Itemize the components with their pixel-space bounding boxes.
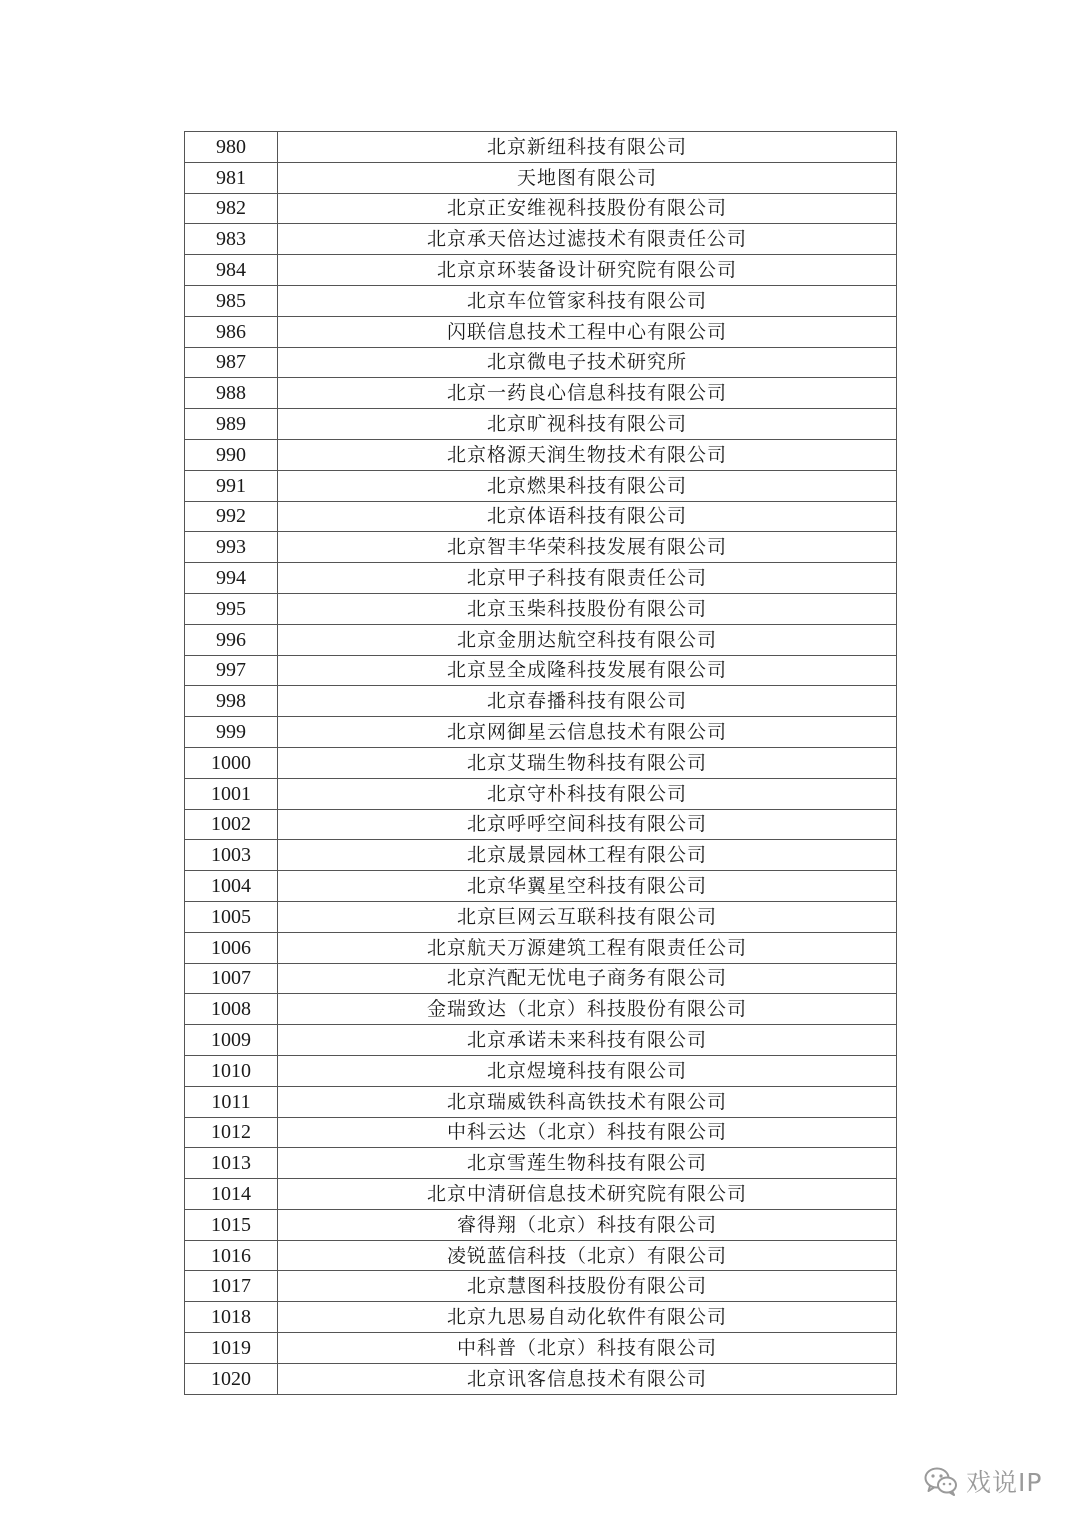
table-row bbox=[185, 563, 897, 594]
company-name: 北京承天倍达过滤技术有限责任公司 bbox=[278, 224, 897, 255]
company-name: 北京呼呼空间科技有限公司 bbox=[278, 809, 897, 840]
table-row bbox=[185, 901, 897, 932]
company-name: 北京瑞威铁科高铁技术有限公司 bbox=[278, 1086, 897, 1117]
table-row bbox=[185, 1333, 897, 1364]
row-number: 997 bbox=[185, 655, 278, 686]
table-row bbox=[185, 686, 897, 717]
row-number: 1009 bbox=[185, 1025, 278, 1056]
company-name: 北京京环装备设计研究院有限公司 bbox=[278, 255, 897, 286]
table-row bbox=[185, 1179, 897, 1210]
row-number: 1015 bbox=[185, 1209, 278, 1240]
company-name: 凌锐蓝信科技（北京）有限公司 bbox=[278, 1240, 897, 1271]
table-row bbox=[185, 1117, 897, 1148]
company-name: 北京玉柴科技股份有限公司 bbox=[278, 593, 897, 624]
row-number: 1008 bbox=[185, 994, 278, 1025]
company-name: 北京燃果科技有限公司 bbox=[278, 470, 897, 501]
company-name: 北京晟景园林工程有限公司 bbox=[278, 840, 897, 871]
row-number: 993 bbox=[185, 532, 278, 563]
table-row bbox=[185, 1302, 897, 1333]
row-number: 1019 bbox=[185, 1333, 278, 1364]
company-name: 北京金朋达航空科技有限公司 bbox=[278, 624, 897, 655]
company-name: 北京格源天润生物技术有限公司 bbox=[278, 439, 897, 470]
table-row bbox=[185, 224, 897, 255]
table-row bbox=[185, 840, 897, 871]
table-row bbox=[185, 655, 897, 686]
row-number: 1001 bbox=[185, 778, 278, 809]
row-number: 985 bbox=[185, 285, 278, 316]
table-row bbox=[185, 439, 897, 470]
row-number: 991 bbox=[185, 470, 278, 501]
table-row bbox=[185, 255, 897, 286]
row-number: 983 bbox=[185, 224, 278, 255]
company-name: 北京艾瑞生物科技有限公司 bbox=[278, 747, 897, 778]
table-row bbox=[185, 162, 897, 193]
watermark bbox=[924, 1461, 1042, 1501]
company-name: 北京昱全成隆科技发展有限公司 bbox=[278, 655, 897, 686]
table-row bbox=[185, 501, 897, 532]
table-row bbox=[185, 378, 897, 409]
row-number: 1010 bbox=[185, 1055, 278, 1086]
company-name: 睿得翔（北京）科技有限公司 bbox=[278, 1209, 897, 1240]
table-row bbox=[185, 717, 897, 748]
table-row bbox=[185, 470, 897, 501]
row-number: 992 bbox=[185, 501, 278, 532]
row-number: 982 bbox=[185, 193, 278, 224]
table-row bbox=[185, 1148, 897, 1179]
row-number: 1016 bbox=[185, 1240, 278, 1271]
table-row bbox=[185, 132, 897, 163]
company-name: 北京讯客信息技术有限公司 bbox=[278, 1363, 897, 1394]
table-row bbox=[185, 1363, 897, 1394]
company-name: 北京旷视科技有限公司 bbox=[278, 409, 897, 440]
table-row bbox=[185, 1271, 897, 1302]
company-name: 中科普（北京）科技有限公司 bbox=[278, 1333, 897, 1364]
table-row bbox=[185, 409, 897, 440]
table-row bbox=[185, 532, 897, 563]
company-name: 北京一药良心信息科技有限公司 bbox=[278, 378, 897, 409]
table-row bbox=[185, 963, 897, 994]
row-number: 1011 bbox=[185, 1086, 278, 1117]
wechat-icon bbox=[924, 1466, 958, 1496]
company-list-table bbox=[184, 131, 897, 1395]
row-number: 1006 bbox=[185, 932, 278, 963]
company-name: 北京网御星云信息技术有限公司 bbox=[278, 717, 897, 748]
company-name: 北京新纽科技有限公司 bbox=[278, 132, 897, 163]
row-number: 988 bbox=[185, 378, 278, 409]
row-number: 1012 bbox=[185, 1117, 278, 1148]
company-name: 北京甲子科技有限责任公司 bbox=[278, 563, 897, 594]
row-number: 990 bbox=[185, 439, 278, 470]
row-number: 981 bbox=[185, 162, 278, 193]
row-number: 998 bbox=[185, 686, 278, 717]
row-number: 986 bbox=[185, 316, 278, 347]
company-name: 北京正安维视科技股份有限公司 bbox=[278, 193, 897, 224]
row-number: 989 bbox=[185, 409, 278, 440]
company-name: 北京雪莲生物科技有限公司 bbox=[278, 1148, 897, 1179]
company-name: 天地图有限公司 bbox=[278, 162, 897, 193]
company-name: 北京汽配无忧电子商务有限公司 bbox=[278, 963, 897, 994]
table-row bbox=[185, 624, 897, 655]
company-name: 北京九思易自动化软件有限公司 bbox=[278, 1302, 897, 1333]
table-row bbox=[185, 1086, 897, 1117]
company-name: 北京巨网云互联科技有限公司 bbox=[278, 901, 897, 932]
company-name: 北京航天万源建筑工程有限责任公司 bbox=[278, 932, 897, 963]
row-number: 1013 bbox=[185, 1148, 278, 1179]
row-number: 984 bbox=[185, 255, 278, 286]
table-row bbox=[185, 747, 897, 778]
table-row bbox=[185, 871, 897, 902]
company-name: 金瑞致达（北京）科技股份有限公司 bbox=[278, 994, 897, 1025]
table-row bbox=[185, 1209, 897, 1240]
row-number: 1007 bbox=[185, 963, 278, 994]
table-row bbox=[185, 1055, 897, 1086]
row-number: 1020 bbox=[185, 1363, 278, 1394]
row-number: 1004 bbox=[185, 871, 278, 902]
company-name: 北京微电子技术研究所 bbox=[278, 347, 897, 378]
row-number: 996 bbox=[185, 624, 278, 655]
company-name: 北京守朴科技有限公司 bbox=[278, 778, 897, 809]
table-row bbox=[185, 932, 897, 963]
row-number: 1002 bbox=[185, 809, 278, 840]
company-name: 北京车位管家科技有限公司 bbox=[278, 285, 897, 316]
table-row bbox=[185, 193, 897, 224]
row-number: 1018 bbox=[185, 1302, 278, 1333]
row-number: 1005 bbox=[185, 901, 278, 932]
table-row bbox=[185, 593, 897, 624]
company-name: 北京煜境科技有限公司 bbox=[278, 1055, 897, 1086]
table-row bbox=[185, 778, 897, 809]
company-name: 北京春播科技有限公司 bbox=[278, 686, 897, 717]
company-name: 北京智丰华荣科技发展有限公司 bbox=[278, 532, 897, 563]
table-row bbox=[185, 347, 897, 378]
company-name: 北京体语科技有限公司 bbox=[278, 501, 897, 532]
company-name: 闪联信息技术工程中心有限公司 bbox=[278, 316, 897, 347]
watermark-text: 戏说IP bbox=[966, 1468, 1043, 1497]
row-number: 987 bbox=[185, 347, 278, 378]
row-number: 1000 bbox=[185, 747, 278, 778]
row-number: 995 bbox=[185, 593, 278, 624]
table-row bbox=[185, 1240, 897, 1271]
company-name: 北京中清研信息技术研究院有限公司 bbox=[278, 1179, 897, 1210]
row-number: 994 bbox=[185, 563, 278, 594]
company-name: 北京华翼星空科技有限公司 bbox=[278, 871, 897, 902]
company-name: 中科云达（北京）科技有限公司 bbox=[278, 1117, 897, 1148]
row-number: 1003 bbox=[185, 840, 278, 871]
table-row bbox=[185, 1025, 897, 1056]
row-number: 999 bbox=[185, 717, 278, 748]
table-row bbox=[185, 809, 897, 840]
table-row bbox=[185, 285, 897, 316]
row-number: 1014 bbox=[185, 1179, 278, 1210]
table-row bbox=[185, 994, 897, 1025]
company-name: 北京慧图科技股份有限公司 bbox=[278, 1271, 897, 1302]
row-number: 1017 bbox=[185, 1271, 278, 1302]
table-row bbox=[185, 316, 897, 347]
company-name: 北京承诺未来科技有限公司 bbox=[278, 1025, 897, 1056]
table-body bbox=[185, 132, 897, 1395]
row-number: 980 bbox=[185, 132, 278, 163]
